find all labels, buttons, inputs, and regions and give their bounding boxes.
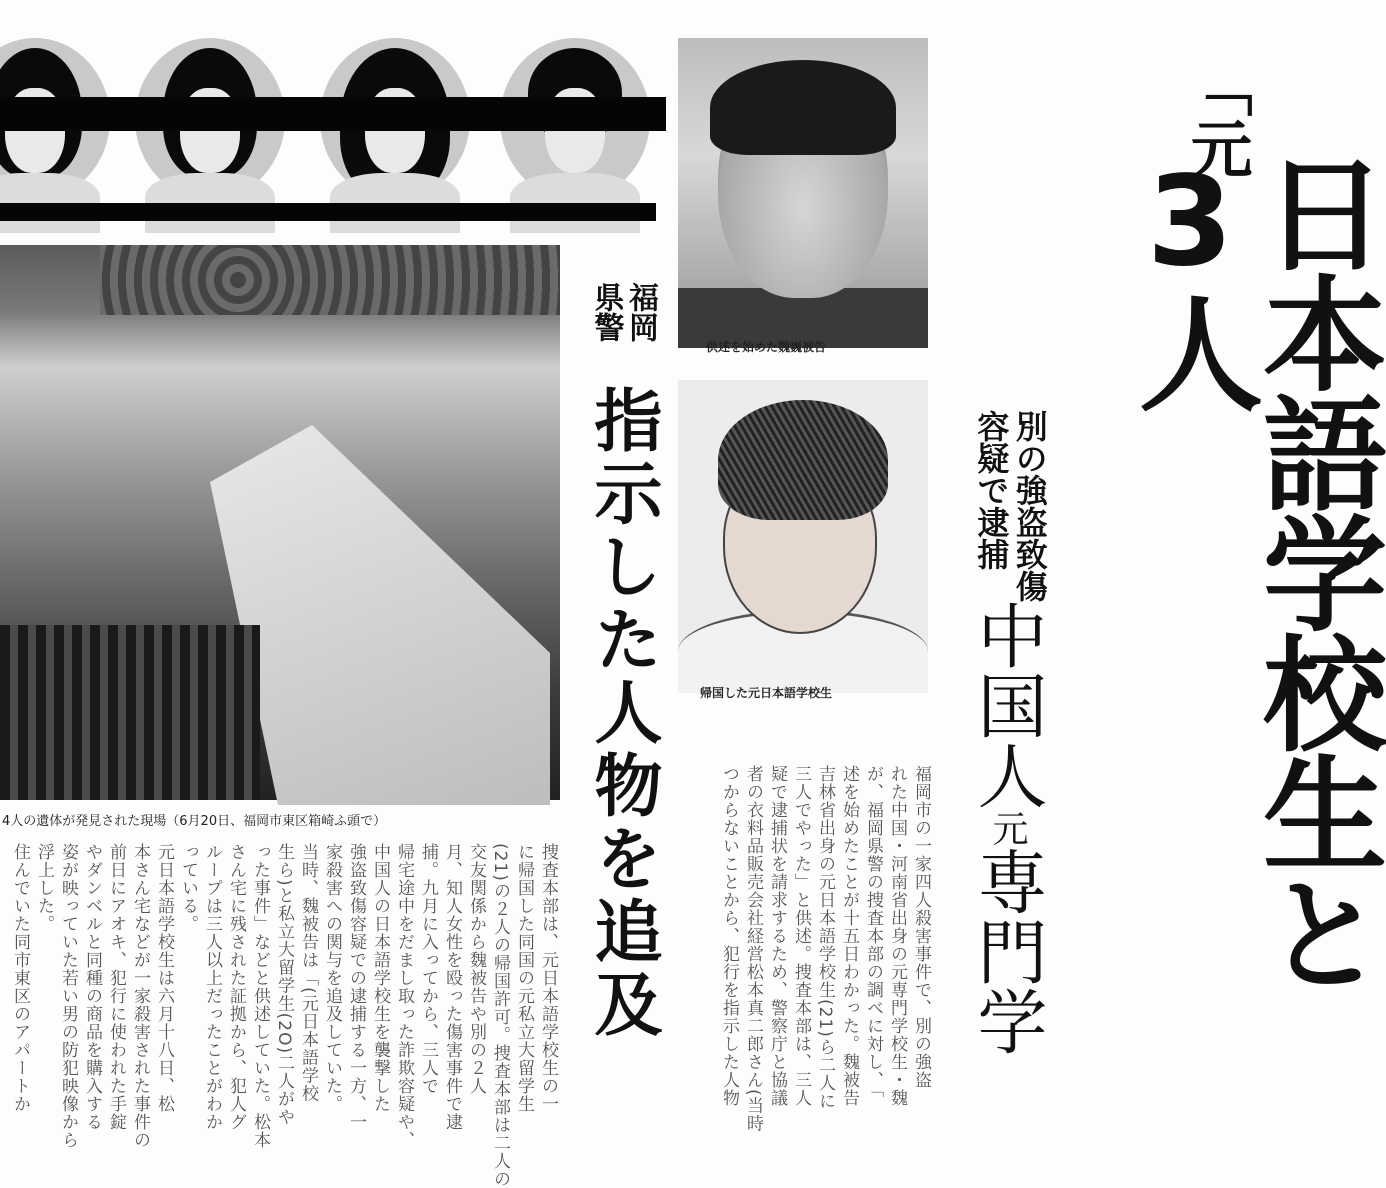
body-text-column: 捕。九月に入ってから、三人で xyxy=(418,843,438,1095)
right-article-body xyxy=(700,765,931,1133)
subhead-line: 別の強盗致傷 xyxy=(1010,410,1049,602)
body-text-column: 前日にアオキ、犯行に使われた手錠 xyxy=(106,843,126,1131)
body-text-column: っている。 xyxy=(178,843,198,933)
body-text-column: 家殺害への関与を追及していた。 xyxy=(322,843,342,1113)
suspect-photo xyxy=(678,38,928,330)
body-text-column: 福岡市の一家四人殺害事件で、別の強盗 xyxy=(911,765,931,1089)
main-headline: 日本語学校生と3人 xyxy=(1118,150,1386,990)
body-text-column: 述を始めたことが十五日わかった。魏被告 xyxy=(839,765,859,1107)
body-text-column: 帰宅途中をだまし取った詐欺容疑や、 xyxy=(394,843,414,1149)
body-text-column: が、福岡県警の捜査本部の調べに対し、「 xyxy=(863,765,883,1099)
body-text-column: った事件」などと供述していた。松本 xyxy=(250,843,270,1149)
headline-small-text: 元 xyxy=(987,810,1028,846)
body-text-column: つからないことから、犯行を指示した人物 xyxy=(719,765,739,1107)
body-text-column: 当時、魏被告は「(元日本語学校 xyxy=(298,843,318,1103)
body-text-column: 本さん宅などが一家殺害された事件の xyxy=(130,843,150,1149)
body-text-column: (21)の２人の帰国許可。捜査本部は二人の xyxy=(490,843,510,1188)
body-text-column: ループは三人以上だったことがわか xyxy=(202,843,222,1131)
subhead-line: 容疑で逮捕 xyxy=(972,410,1011,570)
body-text-column: 捜査本部は、元日本語学校生の一 xyxy=(538,843,558,1113)
body-text-column: 浮上した。 xyxy=(34,843,54,933)
body-text-column: れた中国・河南省出身の元専門学校生・魏 xyxy=(887,765,907,1107)
body-text-column: 元日本語学校生は六月十八日、松 xyxy=(154,843,174,1113)
body-text-column: 交友関係から魏被告や別の２人 xyxy=(466,843,486,1095)
body-text-column: 吉林省出身の元日本語学校生(21)ら二人に xyxy=(815,765,835,1110)
body-text-column: 生ら)と私立大留学生(2O)二人がや xyxy=(274,843,294,1127)
right-article-headline xyxy=(966,600,1048,1056)
body-text-column: に帰国した同国の元私立大留学生 xyxy=(514,843,534,1113)
body-text-column: 住んでいた同市東区のアパートか xyxy=(10,843,30,1113)
suspect-photo-caption: 供述を始めた魏巍被告 xyxy=(706,340,827,354)
body-text-column: 者の衣料品販売会社経営松本真二郎さん(当時 xyxy=(743,765,763,1133)
body-text-column: 三人でやった」と供述。捜査本部は、三人 xyxy=(791,765,811,1107)
body-text-column: やダンベルと同種の商品を購入する xyxy=(82,843,102,1131)
right-article-subhead xyxy=(972,410,1049,602)
eye-censor-bar xyxy=(0,97,666,131)
body-text-column: さん宅に残された証拠から、犯人グ xyxy=(226,843,246,1131)
body-text-column: 姿が映っていた若い男の防犯映像から xyxy=(58,843,78,1149)
section-kicker xyxy=(588,282,657,342)
body-text-column: 月、知人女性を殴った傷害事件で逮 xyxy=(442,843,462,1131)
kicker-line: 県警 xyxy=(588,282,624,342)
headline-text: 専門学 xyxy=(966,846,1048,1056)
body-text-column: 強盗致傷容疑での逮捕する一方、一 xyxy=(346,843,366,1131)
scene-photo-caption: 4人の遺体が発見された現場（6月20日、福岡市東区箱崎ふ頭で） xyxy=(2,814,387,829)
sketch-caption: 帰国した元日本語学校生 xyxy=(700,686,833,700)
left-article-body xyxy=(0,843,558,1188)
body-text-column: 中国人の日本語学校生を襲撃した xyxy=(370,843,390,1113)
left-article-headline: 指示した人物を追及 xyxy=(583,385,662,1042)
headline-prefix: 「元 xyxy=(1180,55,1253,179)
crime-scene-photo xyxy=(0,245,560,800)
body-text-column: 疑で逮捕状を請求するため、警察庁と協議 xyxy=(767,765,787,1107)
kicker-line: 福岡 xyxy=(623,282,658,342)
divider-rule xyxy=(0,203,656,221)
suspect-sketch xyxy=(678,380,928,678)
headline-text: 中国人 xyxy=(966,600,1048,810)
